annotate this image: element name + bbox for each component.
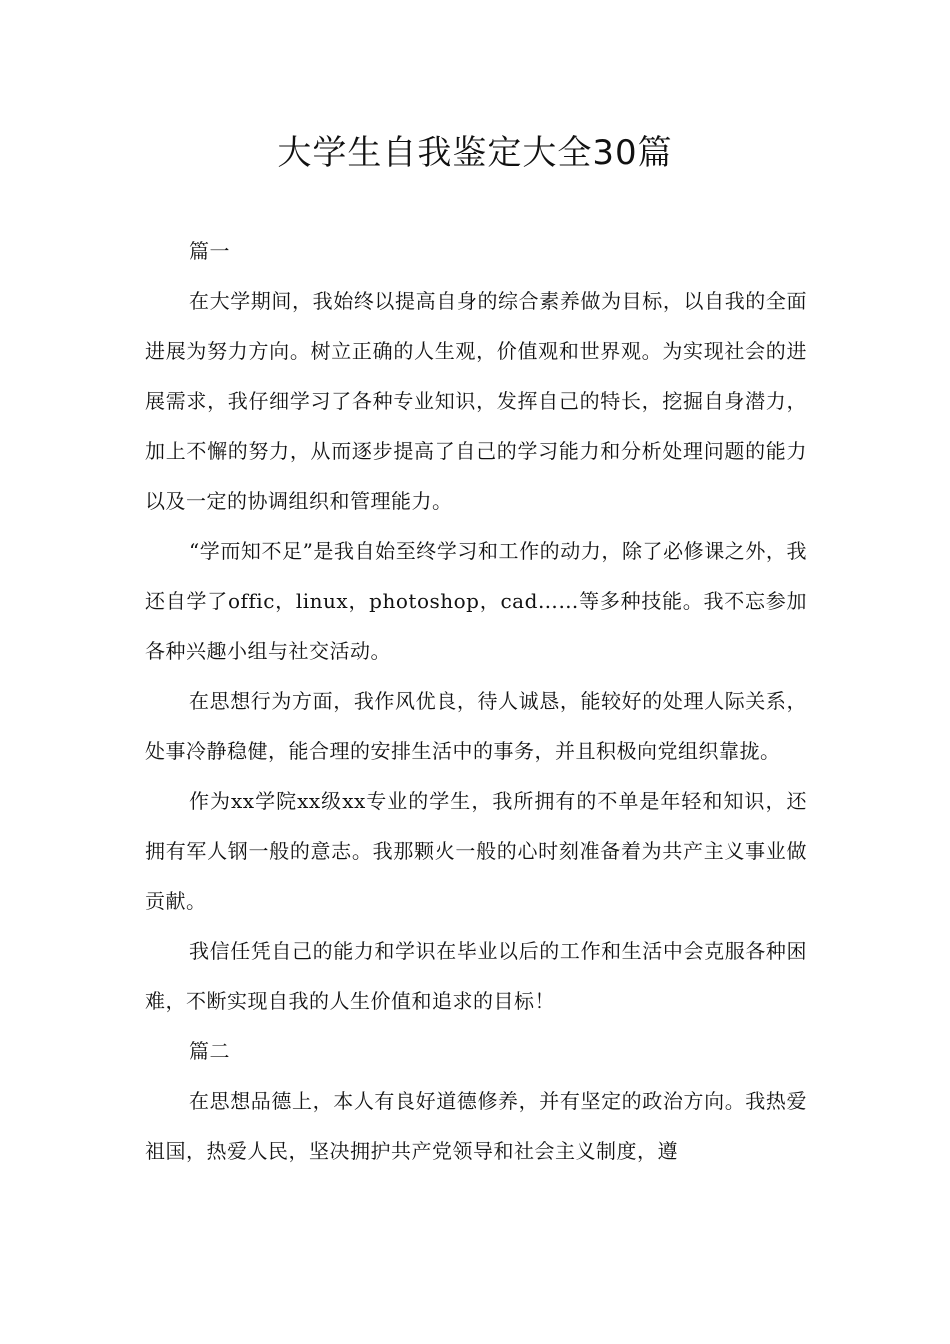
section-heading-1: 篇一: [189, 239, 230, 263]
paragraph: 在大学期间，我始终以提高自身的综合素养做为目标，以自我的全面进展为努力方向。树立正确的人生观，价值观和世界观。为实现社会的进展需求，我仔细学习了各种专业知识，发挥自己的特长，挖掘自身潜力，加上不懈的努力，从而逐步提高了自己的学习能力和分析处理问题的能力以及一定的协调组织和管理能力。: [145, 289, 807, 513]
document-body: [145, 226, 807, 1176]
document-title: 大学生自我鉴定大全30篇: [277, 133, 673, 173]
paragraph: 在思想品德上，本人有良好道德修养，并有坚定的政治方向。我热爱祖国，热爱人民，坚决拥护共产党领导和社会主义制度，遵: [145, 1089, 807, 1163]
paragraph: “学而知不足”是我自始至终学习和工作的动力，除了必修课之外，我还自学了offic，linux，photoshop，cad……等多种技能。我不忘参加各种兴趣小组与社交活动。: [145, 539, 807, 663]
section-heading-2: 篇二: [189, 1039, 230, 1063]
paragraph: 在思想行为方面，我作风优良，待人诚恳，能较好的处理人际关系，处事冷静稳健，能合理的安排生活中的事务，并且积极向党组织靠拢。: [145, 689, 807, 763]
paragraph: 我信任凭自己的能力和学识在毕业以后的工作和生活中会克服各种困难，不断实现自我的人生价值和追求的目标！: [145, 939, 807, 1013]
paragraph: 作为xx学院xx级xx专业的学生，我所拥有的不单是年轻和知识，还拥有军人钢一般的意志。我那颗火一般的心时刻准备着为共产主义事业做贡献。: [145, 789, 807, 913]
